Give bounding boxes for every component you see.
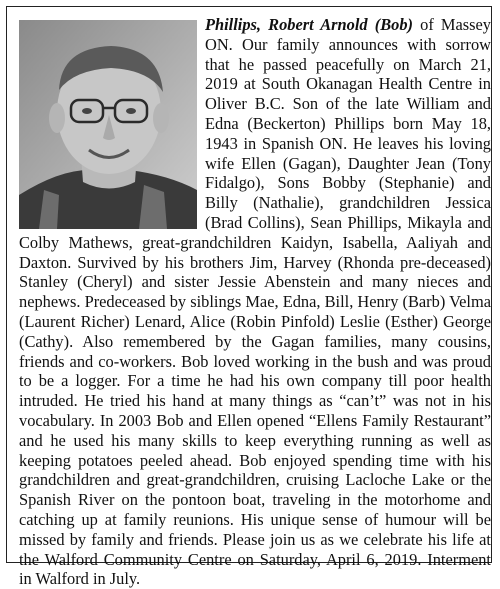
deceased-name: Phillips, Robert Arnold (Bob) bbox=[205, 15, 413, 34]
obituary-text bbox=[19, 15, 491, 589]
photo-wrap-spacer bbox=[19, 15, 205, 229]
obituary-body: of Massey ON. Our family announces with sorrow that he passed peacefully on March 21, 2019 at South Okanagan Health Centre in Oliver B.C. Son of the late William and Edna (Beckerton) Phillips born May 18, 1943 in Spanish ON. He leaves his loving wife Ellen (Gagan), Daughter Jean (Tony Fidalgo), Sons Bobby (Stephanie) and Billy (Nathalie), grandchildren Jessica (Brad Collins), Sean Phillips, Mikayla and Colby Mathews, great-grandchildren Kaidyn, Isabella, Aaliyah and Daxton. Survived by his brothers Jim, Harvey (Rhonda pre-deceased) Stanley (Cheryl) and sister Jessie Abenstein and many nieces and nephews. Predeceased by siblings Mae, Edna, Bill, Henry (Barb) Velma (Laurent Richer) Lenard, Alice (Robin Pinfold) Leslie (Esther) George (Cathy). Also remembered by the Gagan families, many cousins, friends and co-workers. Bob loved working in the bush and was proud to be a logger. For a time he had his own company till poor health intruded. He tried his hand at many things as “can’t” was not in his vocabulary. In 2003 Bob and Ellen opened “Ellens Family Restaurant” and he used his many skills to keep everything running as well as keeping potatoes peeled ahead. Bob enjoyed spending time with his grandchildren and great-grandchildren, cruising Lacloche Lake or the Spanish River on the pontoon boat, traveling in the motorhome and catching up at family reunions. His unique sense of humour will be missed by family and friends. Please join us as we celebrate his life at the Walford Community Centre on Saturday, April 6, 2019. Interment in Walford in July. bbox=[19, 15, 491, 589]
obituary-notice bbox=[6, 6, 492, 589]
